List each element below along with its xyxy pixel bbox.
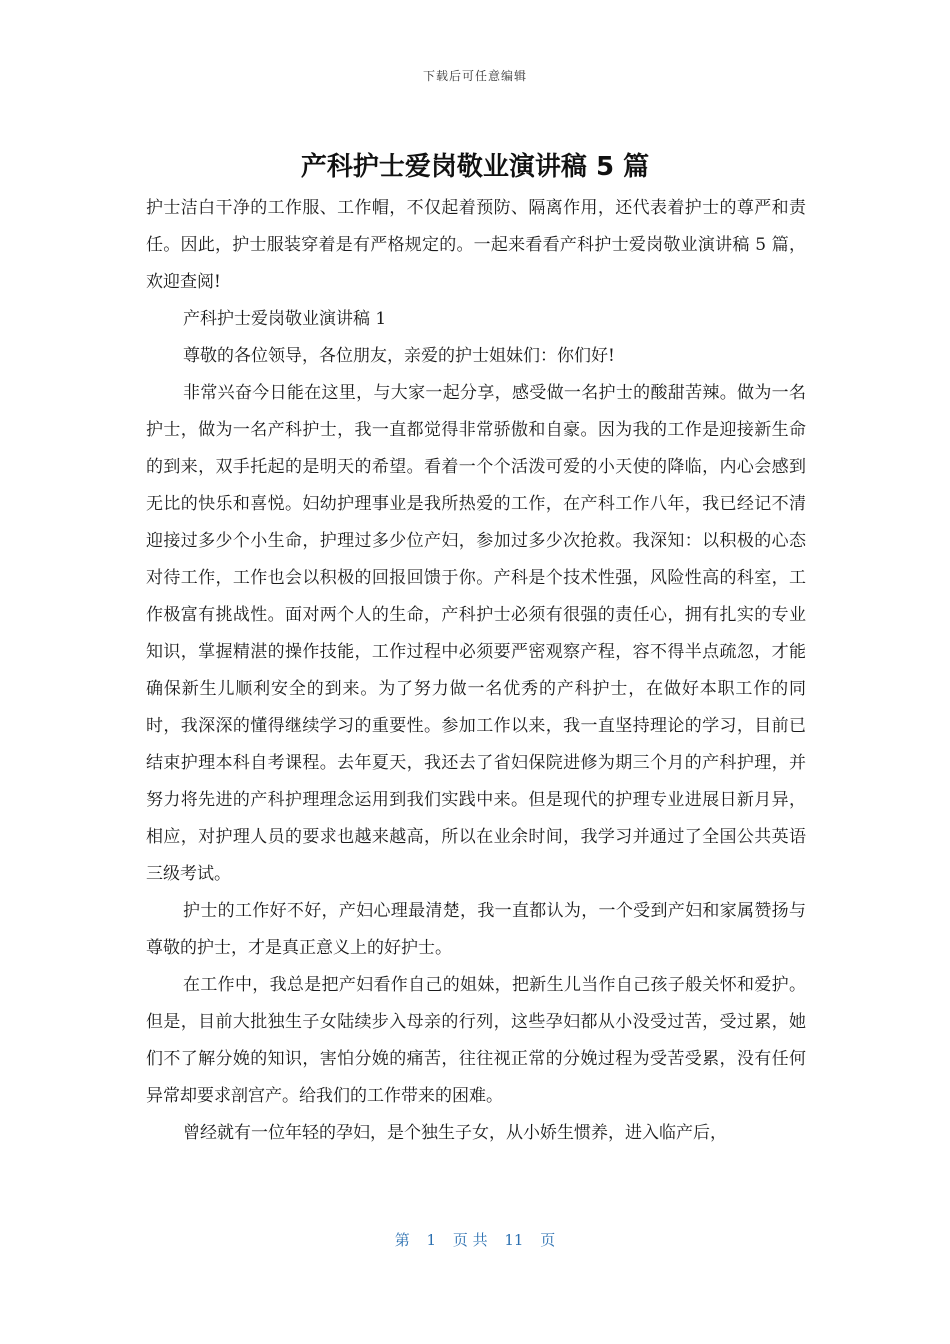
- current-page-number: 1: [426, 1231, 437, 1249]
- document-title: 产科护士爱岗敬业演讲稿 5 篇: [300, 152, 650, 182]
- page-label-suffix: 页: [540, 1231, 556, 1249]
- body-paragraph: 曾经就有一位年轻的孕妇，是个独生子女，从小娇生惯养，进入临产后，: [183, 1123, 727, 1143]
- body-paragraph: 非常兴奋今日能在这里，与大家一起分享，感受做一名护士的酸甜苦辣。做为一名护士，做为一名产科护士，我一直都觉得非常骄傲和自豪。因为我的工作是迎接新生命的到来，双手托起的是明天的希望。看着一个个活泼可爱的小天使的降临，内心会感到无比的快乐和喜悦。妇幼护理事业是我所热爱的工作，在产科工作八年，我已经记不清迎接过多少个小生命，护理过多少位产妇，参加过多少次抢救。我深知：以积极的心态对待工作，工作也会以积极的回报回馈于你。产科是个技术性强，风险性高的科室，工作极富有挑战性。面对两个人的生命，产科护士必须有很强的责任心，拥有扎实的专业知识，掌握精湛的操作技能，工作过程中必须要严密观察产程，容不得半点疏忽，才能确保新生儿顺利安全的到来。为了努力做一名优秀的产科护士，在做好本职工作的同时，我深深的懂得继续学习的重要性。参加工作以来，我一直坚持理论的学习，目前已结束护理本科自考课程。去年夏天，我还去了省妇保院进修为期三个月的产科护理，并努力将先进的产科护理理念运用到我们实践中来。但是现代的护理专业进展日新月异，相应，对护理人员的要求也越来越高，所以在业余时间，我学习并通过了全国公共英语三级考试。: [146, 383, 806, 884]
- page-label-mid: 页 共: [452, 1231, 488, 1249]
- page-label-prefix: 第: [394, 1231, 410, 1249]
- intro-paragraph: 护士洁白干净的工作服、工作帽，不仅起着预防、隔离作用，还代表着护士的尊严和责任。因此，护士服装穿着是有严格规定的。一起来看看产科护士爱岗敬业演讲稿 5 篇，欢迎查阅!: [146, 198, 806, 292]
- body-paragraph: 在工作中，我总是把产妇看作自己的姐妹，把新生儿当作自己孩子般关怀和爱护。但是，目前大批独生子女陆续步入母亲的行列，这些孕妇都从小没受过苦，受过累，她们不了解分娩的知识，害怕分娩的痛苦，往往视正常的分娩过程为受苦受累，没有任何异常却要求剖宫产。给我们的工作带来的困难。: [146, 975, 806, 1106]
- greeting-paragraph: 尊敬的各位领导，各位朋友，亲爱的护士姐妹们：你们好!: [183, 346, 615, 366]
- section-heading: 产科护士爱岗敬业演讲稿 1: [183, 309, 387, 329]
- body-paragraph: 护士的工作好不好，产妇心理最清楚，我一直都认为，一个受到产妇和家属赞扬与尊敬的护士，才是真正意义上的好护士。: [146, 901, 806, 958]
- total-pages-number: 11: [504, 1231, 524, 1249]
- document-body: [146, 190, 806, 1152]
- header-note: 下载后可任意编辑: [422, 69, 527, 83]
- page-footer: [0, 1229, 950, 1250]
